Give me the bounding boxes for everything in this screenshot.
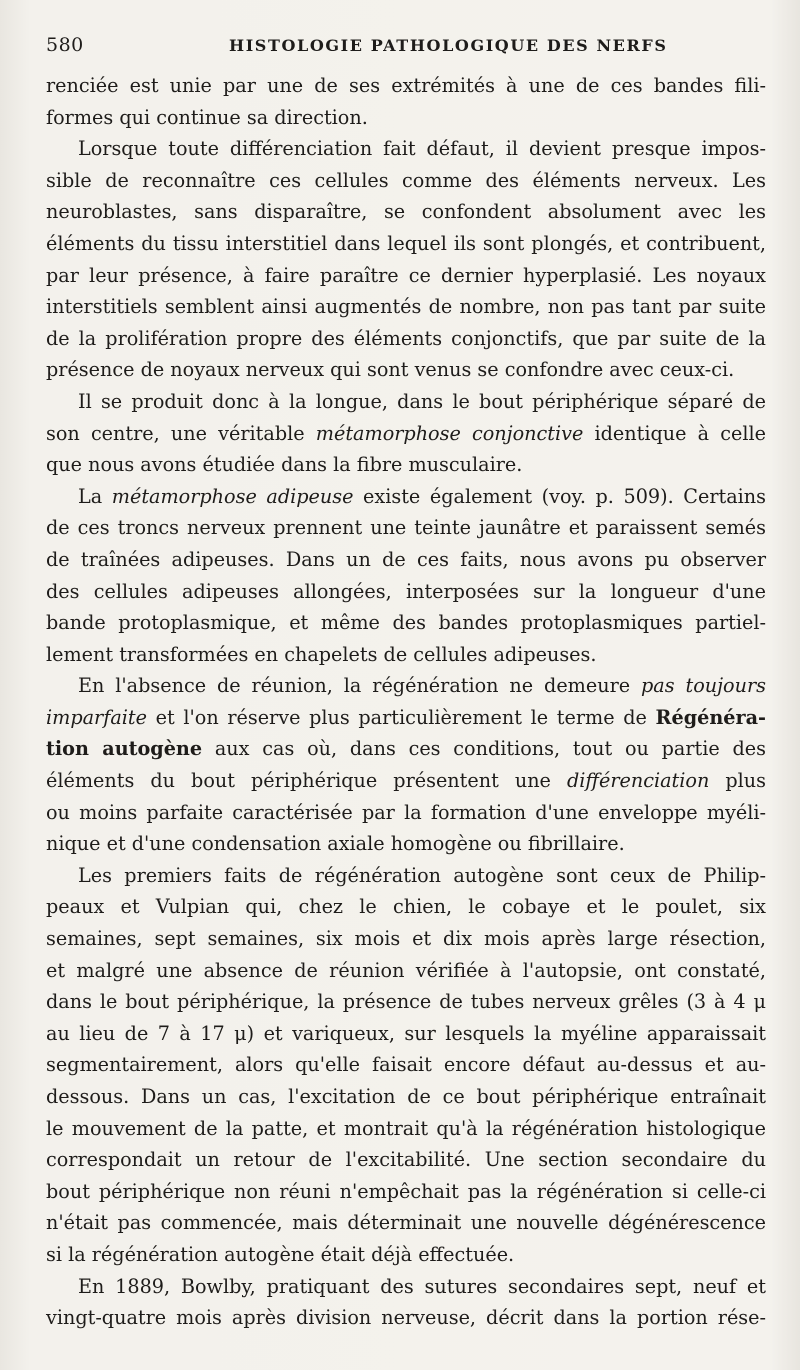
text-segment: En l'absence de réunion, la régénération ne demeure xyxy=(78,674,642,698)
page-header xyxy=(46,30,770,60)
text-line: peaux et Vulpian qui, chez le chien, le cobaye et le poulet, six xyxy=(46,895,766,919)
text-line: le mouvement de la patte, et montrait qu'à la régénération histologique xyxy=(46,1116,766,1140)
text-segment: aux cas où, dans ces conditions, tout ou partie des xyxy=(202,737,767,761)
running-title: HISTOLOGIE PATHOLOGIQUE DES NERFS xyxy=(229,36,668,55)
italic-term: métamorphose conjonctive xyxy=(315,421,584,445)
text-line: En 1889, Bowlby, pratiquant des sutures secondaires sept, neuf et xyxy=(78,1274,766,1298)
body-text xyxy=(46,70,766,1334)
text-line: correspondait un retour de l'excitabilité. Une section secondaire du xyxy=(46,1148,766,1172)
italic-term: pas toujours xyxy=(641,674,766,698)
text-segment: son centre, une véritable xyxy=(46,421,316,445)
page-number: 580 xyxy=(46,34,84,56)
text-line: bout périphérique non réuni n'empêchait pas la régénération si celle-ci xyxy=(46,1179,766,1203)
text-line: si la régénération autogène était déjà effectuée. xyxy=(46,1242,515,1266)
text-line: Il se produit donc à la longue, dans le bout périphérique séparé de xyxy=(78,389,766,413)
italic-term: différenciation xyxy=(566,769,710,793)
text-line: renciée est unie par une de ses extrémités à une de ces bandes fili- xyxy=(46,74,766,97)
text-line: nique et d'une condensation axiale homogène ou fibrillaire. xyxy=(46,832,625,856)
text-segment: La xyxy=(78,484,112,508)
text-line: des cellules adipeuses allongées, interposées sur la longueur d'une xyxy=(46,579,766,603)
text-line: dessous. Dans un cas, l'excitation de ce bout périphérique entraînait xyxy=(46,1085,766,1108)
text-line: de la prolifération propre des éléments conjonctifs, que par suite de la xyxy=(46,326,766,350)
text-line-mixed xyxy=(46,765,766,797)
text-line: éléments du tissu interstitiel dans lequel ils sont plongés, et contribuent, xyxy=(46,231,766,255)
text-line: interstitiels semblent ainsi augmentés de nombre, non pas tant par suite xyxy=(46,295,766,319)
text-line: neuroblastes, sans disparaître, se confondent absolument avec les xyxy=(46,200,766,224)
text-line: sible de reconnaître ces cellules comme des éléments nerveux. Les xyxy=(46,168,766,192)
text-segment: existe également (voy. p. 509). Certains xyxy=(353,484,767,508)
text-line: de traînées adipeuses. Dans un de ces faits, nous avons pu observer xyxy=(46,547,766,571)
text-segment: et l'on réserve plus particulièrement le terme de xyxy=(146,705,656,729)
text-line: Les premiers faits de régénération autogène sont ceux de Philip- xyxy=(78,863,766,887)
text-line: dans le bout périphérique, la présence de tubes nerveux grêles (3 à 4 μ xyxy=(46,990,766,1014)
bold-term: tion autogène xyxy=(46,737,203,761)
text-line-mixed xyxy=(46,702,766,734)
text-line-mixed xyxy=(46,418,766,450)
text-line: formes qui continue sa direction. xyxy=(46,105,368,129)
text-line-mixed xyxy=(46,670,766,702)
text-line: semaines, sept semaines, six mois et dix mois après large résection, xyxy=(46,927,766,951)
text-line: au lieu de 7 à 17 μ) et variqueux, sur lesquels la myéline apparaissait xyxy=(46,1021,766,1045)
italic-term: métamorphose adipeuse xyxy=(111,484,354,508)
text-line: segmentairement, alors qu'elle faisait encore défaut au-dessus et au- xyxy=(46,1053,766,1077)
text-line: n'était pas commencée, mais déterminait une nouvelle dégénérescence xyxy=(46,1211,766,1235)
text-segment: identique à celle xyxy=(583,421,766,445)
text-line: par leur présence, à faire paraître ce dernier hyperplasié. Les noyaux xyxy=(46,263,766,287)
text-line: de ces troncs nerveux prennent une teinte jaunâtre et paraissent semés xyxy=(46,516,766,540)
text-line: et malgré une absence de réunion vérifiée à l'autopsie, ont constaté, xyxy=(46,958,766,982)
text-line: présence de noyaux nerveux qui sont venus se confondre avec ceux-ci. xyxy=(46,358,735,382)
text-segment: éléments du bout périphérique présentent une xyxy=(46,769,567,793)
bold-term: Régénéra- xyxy=(655,705,766,729)
text-line-mixed xyxy=(46,733,766,765)
text-line-mixed xyxy=(46,481,766,513)
italic-term: imparfaite xyxy=(46,705,147,729)
text-line: ou moins parfaite caractérisée par la formation d'une enveloppe myéli- xyxy=(46,800,766,824)
text-segment: plus xyxy=(709,769,766,793)
text-line: bande protoplasmique, et même des bandes protoplasmiques partiel- xyxy=(46,611,766,635)
text-line: que nous avons étudiée dans la fibre musculaire. xyxy=(46,453,523,477)
text-line: vingt-quatre mois après division nerveuse, décrit dans la portion rése- xyxy=(46,1306,766,1330)
text-line: Lorsque toute différenciation fait défaut, il devient presque impos- xyxy=(78,137,766,161)
text-line: lement transformées en chapelets de cellules adipeuses. xyxy=(46,642,597,666)
